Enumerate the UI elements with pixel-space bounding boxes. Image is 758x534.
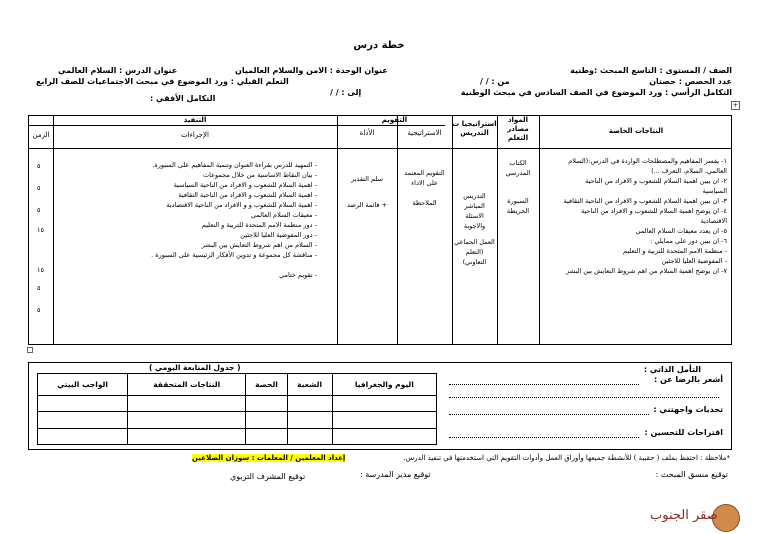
daily-cell[interactable]	[246, 428, 287, 444]
procedure-line: - تقويم ختامي	[279, 271, 317, 279]
header-unit: عنوان الوحدة : الامن والسلام العالميان	[235, 66, 388, 75]
time-value: ١٥	[37, 226, 44, 234]
logo-text: صقر الجنوب	[650, 508, 718, 523]
assessment-strategy-item: الملاحظة	[412, 199, 437, 207]
col-implementation: التنفيذ	[183, 116, 207, 124]
outcomes-list	[539, 156, 727, 276]
header-to-date: إلى : / /	[330, 88, 362, 97]
procedure-line: - معيقات السلام العالمي	[250, 211, 317, 219]
procedure-line: - اهمية السلام للشعوب و و الافراد من الناحية الاقتصادية	[166, 201, 317, 209]
outcome-line: ٢- ان يبين اهمية السلام للشعوب و الافراد من الناحية	[585, 177, 727, 185]
page-title: خطة درس	[353, 40, 405, 51]
footer-note: *ملاحظة : احتفظ بملف ( حقيبة ) للأنشطة جميعها وأوراق العمل وأدوات التقويم التي استخدمتها في تنفيذ الدرس.	[403, 454, 730, 462]
outcome-line: - المفوضية العليا للاجئين	[661, 257, 727, 265]
procedure-line: - السلام من اهم شروط التعايش بين البشر	[201, 241, 317, 249]
col-assessment-strategy: الاستراتيجية	[407, 129, 442, 137]
prepared-by: إعداد المعلمين / المعلمات : سوزان الضلاعين	[192, 454, 346, 462]
lesson-table	[28, 115, 732, 345]
daily-cell[interactable]	[128, 412, 246, 428]
procedure-line: - بيان النقاط الاساسية من خلال مجموعات	[203, 171, 317, 179]
materials-list	[499, 158, 537, 216]
daily-cell[interactable]	[128, 428, 246, 444]
col-assessment: التقويم	[381, 116, 408, 124]
outcome-line: العالمي، السلام، التعرف ...)	[651, 167, 727, 175]
outcome-line: ٤- ان يوضح اهمية السلام للشعوب و الافراد من الناحية	[580, 207, 727, 215]
sign-coordinator: توقيع منسق المبحث :	[655, 470, 728, 479]
reflection-suggestions: اقتراحات للتحسين :	[644, 428, 723, 437]
procedure-line: - التمهيد للدرس بقراءة العنوان وتنمية المفاهيم على السبورة.	[152, 161, 317, 169]
time-value: ٥	[37, 284, 41, 292]
daily-cell[interactable]	[38, 396, 128, 412]
suggestions-line[interactable]	[449, 437, 639, 438]
daily-cell[interactable]	[38, 428, 128, 444]
outcome-line: ٧- ان يوضح اهمية السلام من اهم شروط التعايش بين البشر	[566, 267, 727, 275]
col-outcomes: النتاجات الخاصة	[608, 127, 664, 135]
reflection-satisfied: أشعر بالرضا عن :	[653, 375, 723, 384]
assessment-tool-item: سلم التقدير	[351, 175, 383, 183]
assessment-tools	[339, 174, 395, 210]
header-prior-learning: التعلم القبلي : ورد الموضوع في مبحث الاجتماعيات للصف الرابع	[36, 77, 289, 86]
daily-cell[interactable]	[332, 396, 436, 412]
material-item: الكتاب المدرسي	[505, 159, 531, 177]
procedure-line: - اهمية السلام للشعوب و الافراد من الناحية السياسية	[173, 181, 317, 189]
outcome-line: ٦- ان يبين دور على ممايلي :	[650, 237, 727, 245]
daily-cell[interactable]	[287, 428, 332, 444]
daily-cell[interactable]	[246, 396, 287, 412]
strategy-item: العمل الجماعي	[454, 238, 495, 246]
time-value: ١٥	[37, 266, 44, 274]
header-horizontal-integration: التكامل الأفقي :	[150, 94, 216, 103]
reflection-challenges: تحديات واجهتني :	[653, 405, 723, 414]
col-procedures: الإجراءات	[181, 131, 209, 139]
col-strategies: استراتيجيا ت التدريس	[452, 120, 497, 137]
strategy-item: (التعلم التعاوني)	[462, 248, 487, 266]
outcome-line: الاقتصادية	[700, 217, 727, 225]
outcome-line: ٥- ان يعدد معيقات السلام العالمي	[635, 227, 727, 235]
procedure-line: - دور منظمة الامم المتحدة للتربية و التعليم	[201, 221, 317, 229]
daily-cell[interactable]	[287, 412, 332, 428]
daily-tracking-table	[29, 363, 439, 449]
followup-section	[28, 362, 732, 450]
sign-principal: توقيع مدير المدرسة :	[360, 470, 431, 479]
col-time: الزمن	[32, 131, 50, 139]
daily-col-homework: الواجب البيتي	[38, 374, 128, 396]
daily-table-title: ( جدول المتابعة اليومي )	[149, 363, 241, 372]
strategy-item: الاسئلة والاجوبة	[463, 212, 486, 230]
daily-col-outcomes: النتاجات المتحققة	[128, 374, 246, 396]
strategy-item: التدريس المباشر	[463, 192, 486, 210]
outcome-line: - منظمة الامم المتحدة للتربية و التعليم	[623, 247, 727, 255]
daily-col-period: الحصة	[246, 374, 287, 396]
time-value: ٥	[37, 206, 41, 214]
challenges-line[interactable]	[449, 414, 649, 415]
procedure-line: - مناقشة كل مجموعة و تدوين الأفكار الرئيسية على السبورة .	[151, 251, 317, 259]
header-lesson-title: عنوان الدرس : السلام العالمي	[58, 66, 178, 75]
table-move-handle[interactable]: +	[732, 102, 739, 109]
daily-col-day: اليوم والجغرافيا	[332, 374, 436, 396]
daily-cell[interactable]	[128, 396, 246, 412]
header-sessions: عدد الحصص : حصتان	[649, 77, 732, 86]
site-logo	[650, 502, 750, 532]
footer-note-row	[404, 454, 731, 462]
strategies-list	[454, 191, 495, 267]
daily-cell[interactable]	[38, 412, 128, 428]
assessment-strategies	[399, 168, 450, 208]
procedure-line: - دور المفوضية العليا للاجئين	[240, 231, 317, 239]
header-vertical-integration: التكامل الرأسي : ورد الموضوع في الصف السادس في مبحث الوطنية	[460, 88, 732, 97]
assessment-strategy-item: التقويم المعتمد على الاداء	[404, 169, 445, 187]
daily-cell[interactable]	[332, 412, 436, 428]
header-grade: الصف / المستوى : التاسع المبحث :وطنية	[570, 66, 732, 75]
satisfied-line[interactable]	[449, 384, 639, 385]
daily-col-section: الشعبة	[287, 374, 332, 396]
table-resize-handle[interactable]	[27, 347, 33, 353]
col-materials: المواد مصادر التعلم	[507, 116, 529, 142]
material-item: الخريطة	[506, 207, 530, 215]
outcome-line: ٣- ان يبين اهمية السلام للشعوب و الافراد من الناحية الثقافية	[563, 197, 727, 205]
procedures-list	[57, 160, 317, 280]
material-item: السبورة	[507, 197, 529, 205]
assessment-tool-item: + قائمة الرصد	[346, 201, 388, 209]
daily-cell[interactable]	[246, 412, 287, 428]
procedure-line: - اهمية السلام للشعوب و الافراد من الناحية الثقافية	[178, 191, 317, 199]
daily-cell[interactable]	[332, 428, 436, 444]
reflection-title: التأمل الذاتي :	[643, 365, 701, 374]
outcome-line: ١- يفسر المفاهيم والمصطلحات الواردة في الدرس:(السلام	[568, 157, 727, 165]
satisfied-line-2[interactable]	[449, 397, 719, 398]
col-assessment-tool: الأداة	[359, 129, 375, 137]
sign-supervisor: توقيع المشرف التربوي	[230, 472, 306, 481]
time-value: ٥	[37, 162, 41, 170]
time-value: ٥	[37, 184, 41, 192]
time-value: ٥	[37, 306, 41, 314]
header-from-date: من : / /	[480, 77, 510, 86]
daily-cell[interactable]	[287, 396, 332, 412]
outcome-line: السياسية	[702, 187, 727, 195]
